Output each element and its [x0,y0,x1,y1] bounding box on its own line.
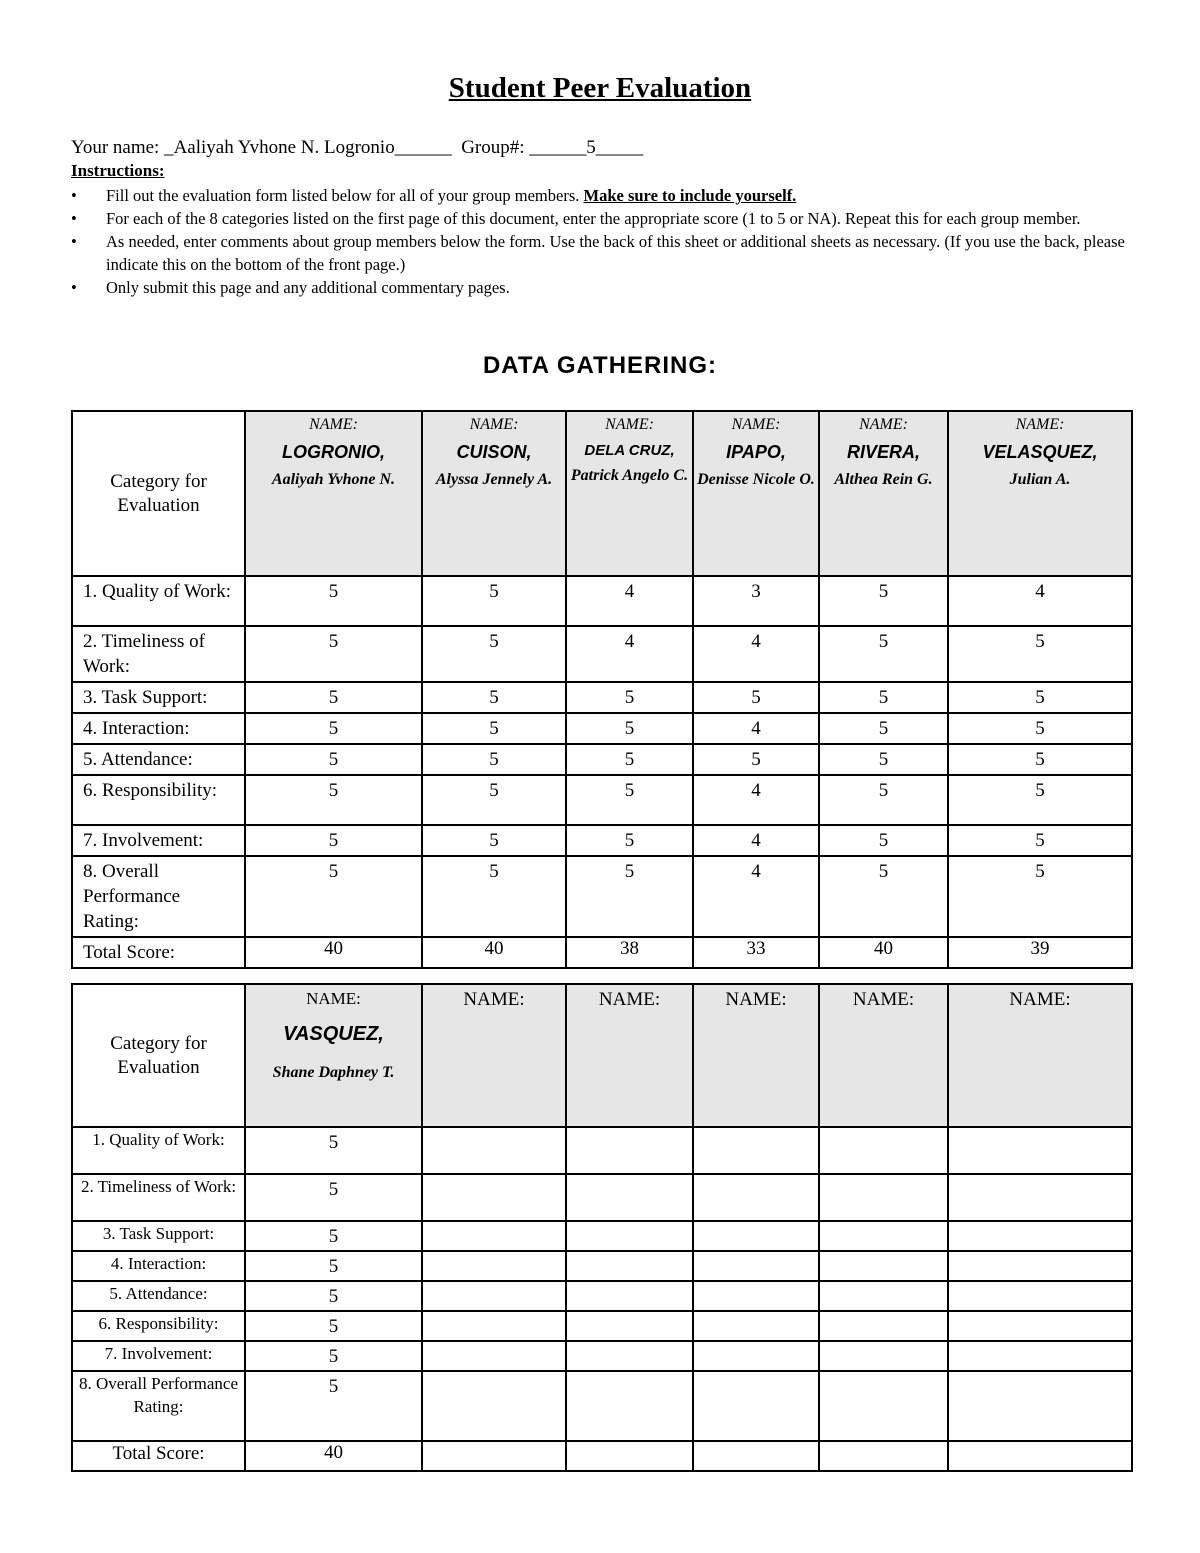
category-label: 3. Task Support: [72,1221,245,1251]
score-cell[interactable] [566,1174,693,1221]
name-label: NAME: [859,416,908,433]
score-cell[interactable] [819,1371,948,1441]
score-cell[interactable]: 5 [566,775,693,825]
total-cell[interactable] [566,1441,693,1471]
evaluation-table-1 [71,410,1133,969]
total-label: Total Score: [72,1441,245,1471]
member-header [693,984,819,1127]
member-header [948,984,1132,1127]
score-cell[interactable] [693,1174,819,1221]
score-cell[interactable]: 5 [245,1371,422,1441]
member-last-name: VELASQUEZ, [982,442,1098,462]
member-header [566,984,693,1127]
instructions-list [71,184,1131,299]
score-cell[interactable]: 5 [566,682,693,713]
score-cell[interactable] [819,1341,948,1371]
total-cell[interactable] [948,1441,1132,1471]
score-cell[interactable] [566,1281,693,1311]
member-first-name: Shane Daphney T. [272,1064,395,1081]
score-cell[interactable]: 5 [245,1221,422,1251]
score-cell[interactable]: 5 [422,576,566,626]
category-header: Category for Evaluation [72,411,245,576]
table-row [72,626,1132,682]
score-cell[interactable]: 5 [819,682,948,713]
score-cell[interactable]: 5 [948,856,1132,937]
member-first-name: Alyssa Jennely A. [435,471,553,488]
score-cell[interactable] [693,1127,819,1174]
score-cell[interactable] [948,1371,1132,1441]
table-row [72,713,1132,744]
name-group-line: Your name: _Aaliyah Yvhone N. Logronio______ Group#: ______5_____ [71,137,644,158]
total-cell[interactable]: 39 [948,937,1132,968]
score-cell[interactable]: 5 [422,825,566,856]
score-cell[interactable]: 5 [948,682,1132,713]
table-row [72,1311,1132,1341]
score-cell[interactable] [566,1251,693,1281]
score-cell[interactable]: 5 [819,576,948,626]
instruction-item [71,230,1131,276]
member-header [422,411,566,576]
table-row [72,1371,1132,1441]
member-last-name: VASQUEZ, [283,1023,384,1045]
score-cell[interactable] [566,1341,693,1371]
score-cell[interactable] [948,1281,1132,1311]
name-label: NAME: [469,416,519,433]
score-cell[interactable]: 5 [422,713,566,744]
score-cell[interactable] [819,1251,948,1281]
total-cell[interactable]: 33 [693,937,819,968]
category-label: 4. Interaction: [72,1251,245,1281]
member-header [948,411,1132,576]
score-cell[interactable]: 4 [693,775,819,825]
name-label: NAME: [1015,416,1065,433]
score-cell[interactable]: 5 [245,1174,422,1221]
member-header [693,411,819,576]
instruction-item [71,276,1131,299]
member-first-name: Aaliyah Yvhone N. [271,471,396,488]
instruction-item [71,184,1131,207]
member-first-name: Julian A. [1009,471,1071,488]
score-cell[interactable] [819,1281,948,1311]
category-label: 5. Attendance: [72,1281,245,1311]
score-cell[interactable] [948,1174,1132,1221]
score-cell[interactable]: 5 [422,744,566,775]
score-cell[interactable]: 5 [422,682,566,713]
score-cell[interactable]: 5 [948,626,1132,682]
score-cell[interactable]: 5 [693,682,819,713]
score-cell[interactable] [422,1251,566,1281]
score-cell[interactable] [422,1281,566,1311]
score-cell[interactable]: 5 [819,744,948,775]
member-last-name: CUISON, [456,442,532,462]
category-label: 8. Overall Performance Rating: [72,1371,245,1441]
member-header [566,411,693,576]
score-cell[interactable]: 5 [245,856,422,937]
name-label: NAME: [463,989,525,1010]
total-cell[interactable]: 40 [245,937,422,968]
category-label: 6. Responsibility: [72,1311,245,1341]
table-row [72,856,1132,937]
score-cell[interactable] [693,1281,819,1311]
score-cell[interactable] [948,1221,1132,1251]
section-heading: DATA GATHERING: [482,352,718,379]
total-cell[interactable] [422,1441,566,1471]
total-cell[interactable]: 40 [245,1441,422,1471]
score-cell[interactable]: 5 [819,713,948,744]
score-cell[interactable]: 5 [948,744,1132,775]
category-label: 3. Task Support: [72,682,245,713]
score-cell[interactable] [566,1221,693,1251]
score-cell[interactable]: 5 [948,825,1132,856]
table-row [72,682,1132,713]
score-cell[interactable]: 3 [693,576,819,626]
score-cell[interactable]: 5 [566,744,693,775]
name-label: NAME: [309,416,358,433]
total-row [72,1441,1132,1471]
instruction-text: Only submit this page and any additional commentary pages. [106,278,510,297]
score-cell[interactable]: 5 [245,1341,422,1371]
table-row [72,576,1132,626]
table-row [72,1221,1132,1251]
score-cell[interactable] [693,1221,819,1251]
score-cell[interactable] [566,1311,693,1341]
evaluation-table-2 [71,983,1133,1472]
table-row [72,744,1132,775]
instruction-item [71,207,1131,230]
score-cell[interactable]: 5 [245,744,422,775]
score-cell[interactable]: 5 [422,856,566,937]
score-cell[interactable]: 5 [948,713,1132,744]
member-header [245,411,422,576]
category-label: 1. Quality of Work: [72,1127,245,1174]
bullet-icon: • [71,278,77,297]
score-cell[interactable]: 5 [245,1251,422,1281]
name-label: NAME: [598,989,661,1010]
score-cell[interactable] [948,1251,1132,1281]
name-label: NAME: [725,989,787,1010]
table-row [72,1341,1132,1371]
score-cell[interactable]: 4 [693,856,819,937]
table-row [72,1127,1132,1174]
score-cell[interactable] [693,1371,819,1441]
score-cell[interactable] [422,1127,566,1174]
name-label: NAME: [605,416,654,433]
instruction-text: As needed, enter comments about group members below the form. Use the back of this sheet or additional sheets as necessary. (If you use the back, please indicate this on the bottom of the front page.) [106,232,1125,274]
score-cell[interactable]: 5 [245,626,422,682]
category-label: 2. Timeliness of Work: [72,626,245,682]
score-cell[interactable]: 5 [948,775,1132,825]
score-cell[interactable]: 5 [566,856,693,937]
score-cell[interactable]: 5 [245,825,422,856]
score-cell[interactable]: 5 [422,626,566,682]
category-label: 4. Interaction: [72,713,245,744]
category-label: 7. Involvement: [72,1341,245,1371]
name-label: NAME: [1009,989,1071,1010]
category-header: Category for Evaluation [72,984,245,1127]
bullet-icon: • [71,186,77,205]
member-header [819,411,948,576]
score-cell[interactable] [422,1311,566,1341]
category-label: 6. Responsibility: [72,775,245,825]
score-cell[interactable]: 5 [819,775,948,825]
score-cell[interactable] [819,1127,948,1174]
total-cell[interactable]: 40 [422,937,566,968]
table-row [72,825,1132,856]
score-cell[interactable]: 5 [819,856,948,937]
total-label: Total Score: [72,937,245,968]
total-cell[interactable]: 38 [566,937,693,968]
score-cell[interactable] [819,1174,948,1221]
table-row [72,1174,1132,1221]
member-first-name: Patrick Angelo C. [570,467,689,484]
member-last-name: IPAPO, [726,442,786,462]
table-row [72,1281,1132,1311]
total-cell[interactable] [693,1441,819,1471]
score-cell[interactable]: 5 [245,576,422,626]
score-cell[interactable]: 4 [566,576,693,626]
score-cell[interactable] [422,1341,566,1371]
instruction-text: Fill out the evaluation form listed below for all of your group members. [106,186,584,205]
score-cell[interactable] [422,1221,566,1251]
category-label: 5. Attendance: [72,744,245,775]
category-label: 8. Overall Performance Rating: [72,856,245,937]
score-cell[interactable] [693,1251,819,1281]
score-cell[interactable]: 4 [693,626,819,682]
bullet-icon: • [71,209,77,228]
total-cell[interactable] [819,1441,948,1471]
score-cell[interactable]: 5 [245,1127,422,1174]
score-cell[interactable] [422,1174,566,1221]
score-cell[interactable] [422,1371,566,1441]
instruction-text: For each of the 8 categories listed on the first page of this document, enter the appropriate score (1 to 5 or NA). Repeat this for each group member. [106,209,1081,228]
member-first-name: Althea Rein G. [834,471,933,488]
table-row [72,1251,1132,1281]
category-label: 1. Quality of Work: [72,576,245,626]
total-row [72,937,1132,968]
member-header [245,984,422,1127]
score-cell[interactable] [948,1127,1132,1174]
name-label: NAME: [852,989,915,1010]
member-last-name: RIVERA, [846,442,920,462]
score-cell[interactable]: 5 [245,682,422,713]
member-last-name: LOGRONIO, [282,442,385,462]
score-cell[interactable]: 5 [819,825,948,856]
score-cell[interactable]: 4 [693,713,819,744]
score-cell[interactable] [566,1127,693,1174]
instructions-heading: Instructions: [71,161,165,180]
score-cell[interactable] [819,1221,948,1251]
member-header [819,984,948,1127]
score-cell[interactable]: 5 [693,744,819,775]
score-cell[interactable]: 4 [566,626,693,682]
name-label: NAME: [306,989,361,1008]
score-cell[interactable]: 5 [566,713,693,744]
score-cell[interactable]: 5 [245,775,422,825]
score-cell[interactable]: 5 [245,1281,422,1311]
score-cell[interactable] [948,1311,1132,1341]
total-cell[interactable]: 40 [819,937,948,968]
score-cell[interactable]: 5 [422,775,566,825]
table-row [72,775,1132,825]
score-cell[interactable] [948,1341,1132,1371]
score-cell[interactable] [693,1341,819,1371]
score-cell[interactable] [819,1311,948,1341]
score-cell[interactable]: 4 [948,576,1132,626]
member-header [422,984,566,1127]
score-cell[interactable] [566,1371,693,1441]
member-first-name: Denisse Nicole O. [697,471,815,488]
category-label: 2. Timeliness of Work: [72,1174,245,1221]
score-cell[interactable] [693,1311,819,1341]
score-cell[interactable]: 5 [819,626,948,682]
instruction-emphasis: Make sure to include yourself. [583,186,797,205]
bullet-icon: • [71,232,77,251]
score-cell[interactable]: 5 [245,1311,422,1341]
score-cell[interactable]: 5 [566,825,693,856]
member-last-name: DELA CRUZ, [584,442,675,459]
category-label: 7. Involvement: [72,825,245,856]
score-cell[interactable]: 4 [693,825,819,856]
name-label: NAME: [731,416,781,433]
score-cell[interactable]: 5 [245,713,422,744]
document-title: Student Peer Evaluation [448,72,752,104]
